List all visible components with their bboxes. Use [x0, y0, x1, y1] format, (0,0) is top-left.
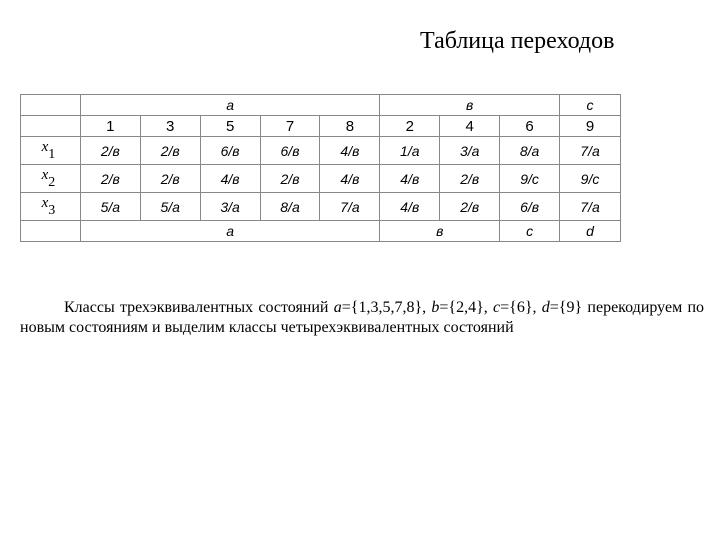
table-cell: 2/в — [140, 165, 200, 193]
table-cell: 7/a — [560, 137, 621, 165]
body-paragraph: Классы трехэквивалентных состояний a={1,3,5,7,8}, b={2,4}, c={6}, d={9} перекодируем по новым состояниям и выделим классы четырехэквивалентных состояний — [20, 299, 705, 336]
corner-cell — [21, 221, 81, 242]
column-header: 7 — [260, 116, 320, 137]
footer-class-d: d — [560, 221, 621, 242]
group-header-c: c — [560, 95, 621, 116]
table-cell: 2/в — [440, 165, 500, 193]
table-cell: 4/в — [200, 165, 260, 193]
table-cell: 4/в — [320, 165, 380, 193]
table-row — [21, 137, 621, 165]
table-cell: 2/в — [260, 165, 320, 193]
table-cell: 1/a — [380, 137, 440, 165]
table-cell: 7/a — [320, 193, 380, 221]
table-cell: 9/c — [500, 165, 560, 193]
table-cell: 8/a — [260, 193, 320, 221]
footer-class-c: c — [500, 221, 560, 242]
table-cell: 2/в — [80, 165, 140, 193]
table-row — [21, 165, 621, 193]
table-cell: 7/a — [560, 193, 621, 221]
footer-class-a: a — [80, 221, 379, 242]
column-header: 2 — [380, 116, 440, 137]
corner-cell — [21, 95, 81, 116]
column-header: 8 — [320, 116, 380, 137]
row-label-x3: $x_3$ — [21, 193, 81, 221]
table-cell: 2/в — [440, 193, 500, 221]
table-cell: 2/в — [140, 137, 200, 165]
group-header-row — [21, 95, 621, 116]
table-cell: 4/в — [380, 165, 440, 193]
table-cell: 9/c — [560, 165, 621, 193]
table-cell: 3/a — [440, 137, 500, 165]
group-header-a: a — [80, 95, 379, 116]
column-header: 6 — [500, 116, 560, 137]
transition-table — [20, 94, 621, 242]
column-header: 4 — [440, 116, 500, 137]
table-cell: 8/a — [500, 137, 560, 165]
column-header: 3 — [140, 116, 200, 137]
column-header: 1 — [80, 116, 140, 137]
page-title: Таблица переходов — [420, 28, 615, 54]
table-cell: 6/в — [200, 137, 260, 165]
table-cell: 4/в — [320, 137, 380, 165]
group-header-b: в — [380, 95, 560, 116]
row-label-x1: $x_1$ — [21, 137, 81, 165]
table-cell: 6/в — [260, 137, 320, 165]
table-cell: 5/a — [140, 193, 200, 221]
column-header: 5 — [200, 116, 260, 137]
table-row — [21, 193, 621, 221]
footer-class-b: в — [380, 221, 500, 242]
table-cell: 3/a — [200, 193, 260, 221]
table-cell: 5/a — [80, 193, 140, 221]
column-header-row — [21, 116, 621, 137]
row-label-x2: $x_2$ — [21, 165, 81, 193]
table-cell: 6/в — [500, 193, 560, 221]
corner-cell — [21, 116, 81, 137]
table-cell: 2/в — [80, 137, 140, 165]
footer-row — [21, 221, 621, 242]
table-cell: 4/в — [380, 193, 440, 221]
column-header: 9 — [560, 116, 621, 137]
